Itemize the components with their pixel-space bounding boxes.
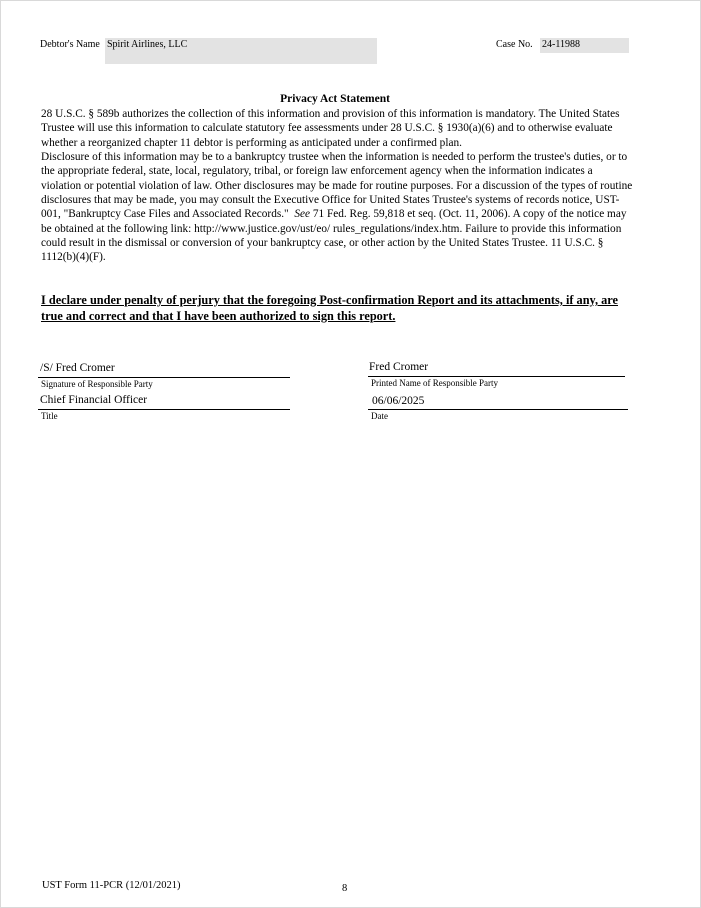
debtor-name-label: Debtor's Name bbox=[40, 39, 100, 50]
date-value: 06/06/2025 bbox=[372, 395, 425, 407]
signature-value: /S/ Fred Cromer bbox=[40, 362, 115, 374]
privacy-act-title: Privacy Act Statement bbox=[280, 93, 390, 105]
case-number-field: 24-11988 bbox=[540, 38, 629, 53]
case-number-label: Case No. bbox=[496, 39, 533, 50]
printed-name-value: Fred Cromer bbox=[369, 361, 429, 373]
title-line bbox=[38, 409, 290, 410]
signature-caption: Signature of Responsible Party bbox=[41, 379, 153, 389]
printed-name-line bbox=[368, 376, 625, 377]
privacy-paragraph-2-text-a: Disclosure of this information may be to a bankruptcy trustee when the information is needed to perform the trustee's duties, or to the appropriate federal, state, local, regulatory, tribal, or foreign law enforcement agency when the information indicates a violation or potential violation of law. Other disclosures may be made for routine purposes. For a discussion of the types of routine disclosures that may be made, you may consult the Executive Office for United States Trustee's systems of records notice, UST-001, "Bankruptcy Case Files and Associated Records." bbox=[41, 151, 633, 221]
form-identifier: UST Form 11-PCR (12/01/2021) bbox=[42, 880, 181, 891]
title-caption: Title bbox=[41, 411, 58, 421]
perjury-declaration: I declare under penalty of perjury that the foregoing Post-confirmation Report and its attachments, if any, are true and correct and that I have been authorized to sign this report. bbox=[41, 293, 618, 323]
title-value: Chief Financial Officer bbox=[40, 394, 148, 406]
date-caption: Date bbox=[371, 411, 388, 421]
printed-name-caption: Printed Name of Responsible Party bbox=[371, 378, 498, 388]
privacy-see-italic: See bbox=[294, 208, 311, 221]
privacy-act-body bbox=[41, 107, 635, 265]
privacy-paragraph-2 bbox=[41, 150, 635, 265]
privacy-paragraph-2-text-b: 71 Fed. Reg. 59,818 et seq. (Oct. 11, 2006). A copy of the notice may be obtained at the following link: http://www.justice.gov/ust/eo/ rules_regulations/index.htm. Failure to provide this information could result in the dismissal or conversion of your bankruptcy case, or other action by the United States Trustee. 11 U.S.C. § 1112(b)(4)(F). bbox=[41, 208, 627, 264]
debtor-name-field: Spirit Airlines, LLC bbox=[105, 38, 377, 64]
page-number: 8 bbox=[342, 883, 348, 894]
privacy-paragraph-1: 28 U.S.C. § 589b authorizes the collection of this information and provision of this information is mandatory. The United States Trustee will use this information to calculate statutory fee assessments under 28 U.S.C. § 1930(a)(6) and to otherwise evaluate whether a reorganized chapter 11 debtor is performing as anticipated under a confirmed plan. bbox=[41, 108, 620, 149]
signature-line bbox=[38, 377, 290, 378]
date-line bbox=[368, 409, 628, 410]
